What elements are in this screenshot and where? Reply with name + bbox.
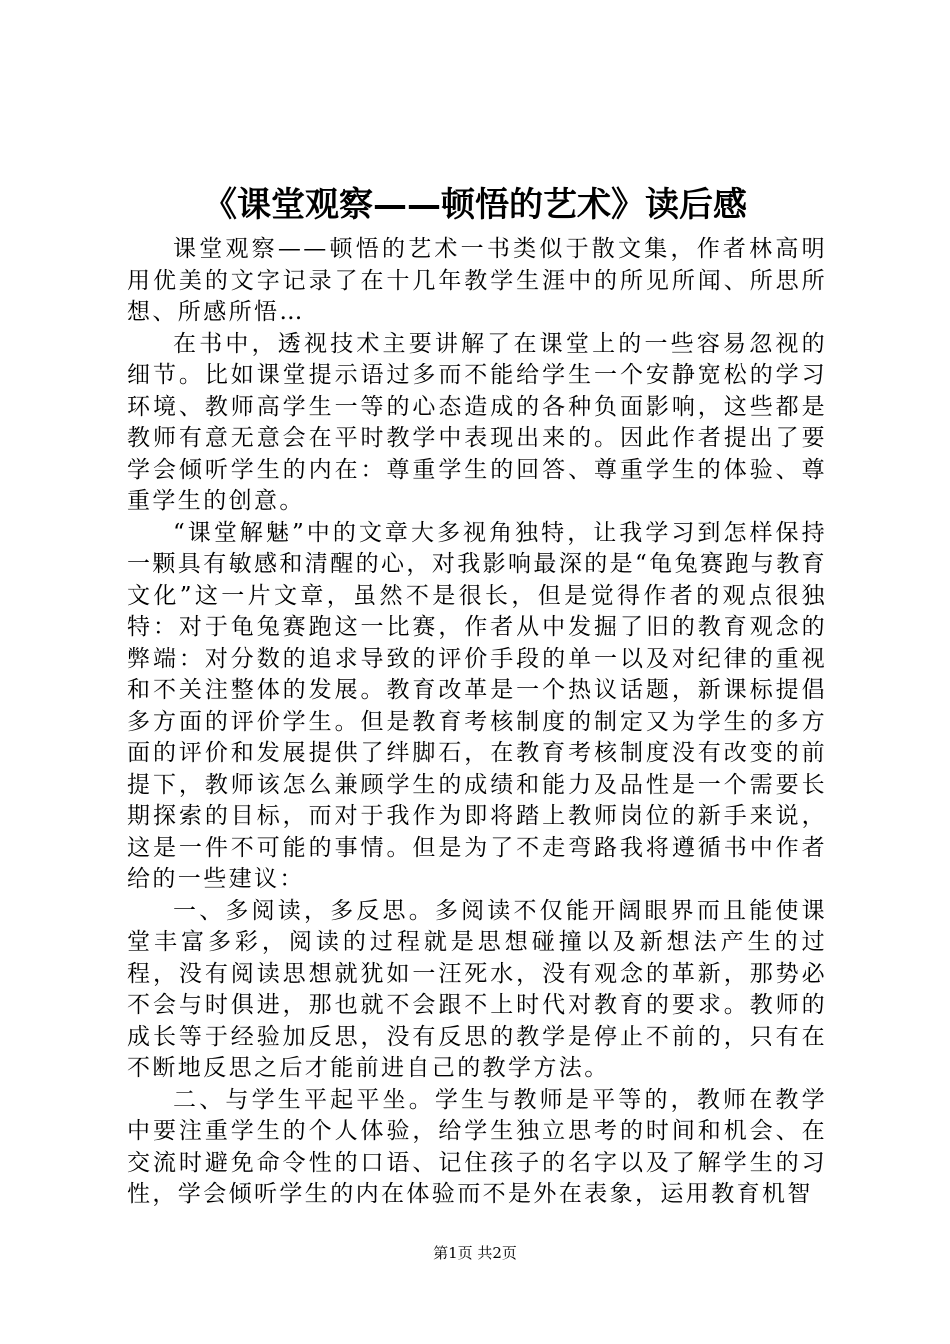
paragraph-classroom-disenchantment: “课堂解魅”中的文章大多视角独特，让我学习到怎样保持一颗具有敏感和清醒的心，对我影响最深的是“龟兔赛跑与教育文化”这一片文章，虽然不是很长，但是觉得作者的观点很独特：对于龟兔赛跑这一比赛，作者从中发掘了旧的教育观念的弊端：对分数的追求导致的评价手段的单一以及对纪律的重视和不关注整体的发展。教育改革是一个热议话题，新课标提倡多方面的评价学生。但是教育考核制度的制定又为学生的多方面的评价和发展提供了绊脚石，在教育考核制度没有改变的前提下，教师该怎么兼顾学生的成绩和能力及品性是一个需要长期探索的目标，而对于我作为即将踏上教师岗位的新手来说，这是一件不可能的事情。但是为了不走弯路我将遵循书中作者给的一些建议： (127, 519, 827, 892)
paragraph-perspective-technique: 在书中，透视技术主要讲解了在课堂上的一些容易忽视的细节。比如课堂提示语过多而不能给学生一个安静宽松的学习环境、教师高学生一等的心态造成的各种负面影响，这些都是教师有意无意会在平时教学中表现出来的。因此作者提出了要学会倾听学生的内在：尊重学生的回答、尊重学生的体验、尊重学生的创意。 (127, 330, 827, 514)
paragraph-suggestion-two: 二、与学生平起平坐。学生与教师是平等的，教师在教学中要注重学生的个人体验，给学生独立思考的时间和机会、在交流时避免命令性的口语、记住孩子的名字以及了解学生的习性，学会倾听学生的内在体验而不是外在表象，运用教育机智 (127, 1086, 827, 1207)
document-body (127, 234, 827, 1211)
paragraph-intro: 课堂观察——顿悟的艺术一书类似于散文集，作者林高明用优美的文字记录了在十几年教学生涯中的所见所闻、所思所想、所感所悟… (127, 236, 827, 325)
paragraph-suggestion-one: 一、多阅读，多反思。多阅读不仅能开阔眼界而且能使课堂丰富多彩，阅读的过程就是思想碰撞以及新想法产生的过程，没有阅读思想就犹如一汪死水，没有观念的革新，那势必不会与时俱进，那也就不会跟不上时代对教育的要求。教师的成长等于经验加反思，没有反思的教学是停止不前的，只有在不断地反思之后才能前进自己的教学方法。 (127, 897, 827, 1081)
page-number-footer: 第1页 共2页 (433, 1244, 517, 1262)
document-title: 《课堂观察——顿悟的艺术》读后感 (203, 185, 747, 225)
